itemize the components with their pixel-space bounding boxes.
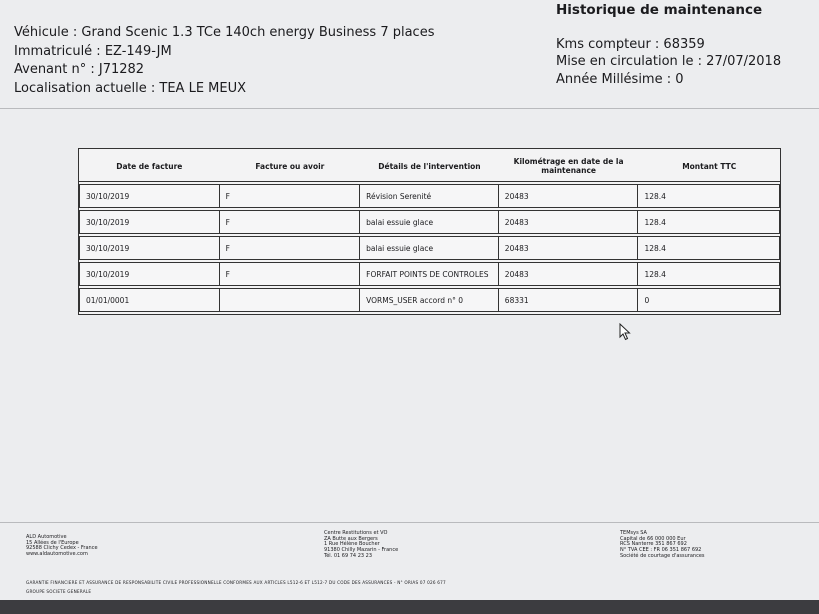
footer-entity-type: Société de courtage d'assurances	[620, 552, 705, 559]
footer-group: GROUPE SOCIETE GENERALE	[26, 589, 92, 594]
cell-date: 30/10/2019	[79, 236, 220, 260]
footer-entity-capital: Capital de 66 000 000 Eur	[620, 535, 686, 542]
footer-center-street: 1 Rue Hélène Boucher	[324, 541, 380, 548]
footer-center-name: Centre Restitutions et VO	[324, 530, 388, 536]
footer-guarantee: GARANTIE FINANCIERE ET ASSURANCE DE RESPONSABILITE CIVILE PROFESSIONNELLE CONFORMES AUX ARTICLES L512-6 ET L512-7 DU CODE DES ASSURANCES - N° ORIAS 07 026 677	[26, 580, 446, 585]
header-mileage: Kilométrage en date de la maintenance	[499, 151, 639, 182]
table-header-row	[79, 151, 780, 182]
cell-mileage: 20483	[499, 236, 639, 260]
footer-company-city: 92588 Clichy Cedex - France	[26, 545, 98, 552]
cell-details: balai essuie glace	[360, 210, 499, 234]
cell-type: F	[220, 184, 361, 208]
monitor-bezel	[0, 600, 819, 614]
cell-date: 30/10/2019	[79, 262, 220, 286]
odometer-reading: Kms compteur : 68359	[556, 36, 705, 52]
footer-legal-entity	[620, 531, 705, 560]
maintenance-table	[78, 148, 781, 315]
cell-type: F	[220, 210, 361, 234]
table-row	[79, 288, 780, 312]
page-footer	[0, 522, 819, 601]
header-divider	[0, 108, 819, 109]
cell-date: 01/01/0001	[79, 288, 220, 312]
cell-date: 30/10/2019	[79, 210, 220, 234]
cell-amount: 128.4	[638, 262, 780, 286]
cell-details: FORFAIT POINTS DE CONTROLES	[360, 262, 499, 286]
header-invoice-date: Date de facture	[79, 151, 220, 182]
cell-date: 30/10/2019	[79, 184, 220, 208]
footer-restitution-center	[324, 531, 398, 560]
cell-mileage: 20483	[499, 184, 639, 208]
cell-details: VORMS_USER accord n° 0	[360, 288, 499, 312]
header-amount: Montant TTC	[638, 151, 780, 182]
vehicle-registration: Immatriculé : EZ-149-JM	[14, 43, 172, 59]
cell-mileage: 68331	[499, 288, 639, 312]
footer-company-street: 15 Allées de l'Europe	[26, 539, 79, 546]
cell-amount: 128.4	[638, 236, 780, 260]
cell-amount: 0	[638, 288, 780, 312]
footer-center-phone: Tél. 01 69 74 23 23	[324, 552, 373, 559]
vehicle-info	[14, 24, 434, 98]
footer-center-city: 91380 Chilly Mazarin - France	[324, 547, 399, 554]
footer-entity-vat: N° TVA CEE : FR 06 351 867 692	[620, 547, 702, 554]
maintenance-summary	[556, 2, 781, 88]
registration-date: Mise en circulation le : 27/07/2018	[556, 54, 782, 69]
table-row	[79, 210, 780, 234]
vehicle-amendment: Avenant n° : J71282	[14, 62, 145, 77]
cell-type	[220, 288, 361, 312]
cell-details: balai essuie glace	[360, 236, 499, 260]
cell-amount: 128.4	[638, 184, 780, 208]
vehicle-location: Localisation actuelle : TEA LE MEUX	[14, 80, 247, 96]
cell-type: F	[220, 236, 361, 260]
model-year: Année Millésime : 0	[556, 71, 684, 87]
table-row	[79, 236, 780, 260]
footer-company-website: www.aldautomotive.com	[26, 551, 88, 558]
footer-entity-name: TEMsys SA	[620, 530, 647, 536]
table-row	[79, 184, 780, 208]
table-row	[79, 262, 780, 286]
mouse-cursor-icon	[619, 323, 631, 341]
cell-amount: 128.4	[638, 210, 780, 234]
footer-center-zone: ZA Butte aux Bergers	[324, 535, 378, 542]
cell-mileage: 20483	[499, 210, 639, 234]
cell-type: F	[220, 262, 361, 286]
cell-details: Révision Serenité	[360, 184, 499, 208]
vehicle-model: Véhicule : Grand Scenic 1.3 TCe 140ch energy Business 7 places	[14, 25, 435, 40]
footer-entity-rcs: RCS Nanterre 351 867 692	[620, 541, 687, 548]
header-intervention-details: Détails de l'intervention	[360, 151, 499, 182]
cell-mileage: 20483	[499, 262, 639, 286]
footer-company-address	[26, 535, 98, 558]
footer-company-name: ALD Automotive	[26, 534, 67, 540]
header-invoice-type: Facture ou avoir	[220, 151, 361, 182]
page-title: Historique de maintenance	[556, 2, 763, 18]
